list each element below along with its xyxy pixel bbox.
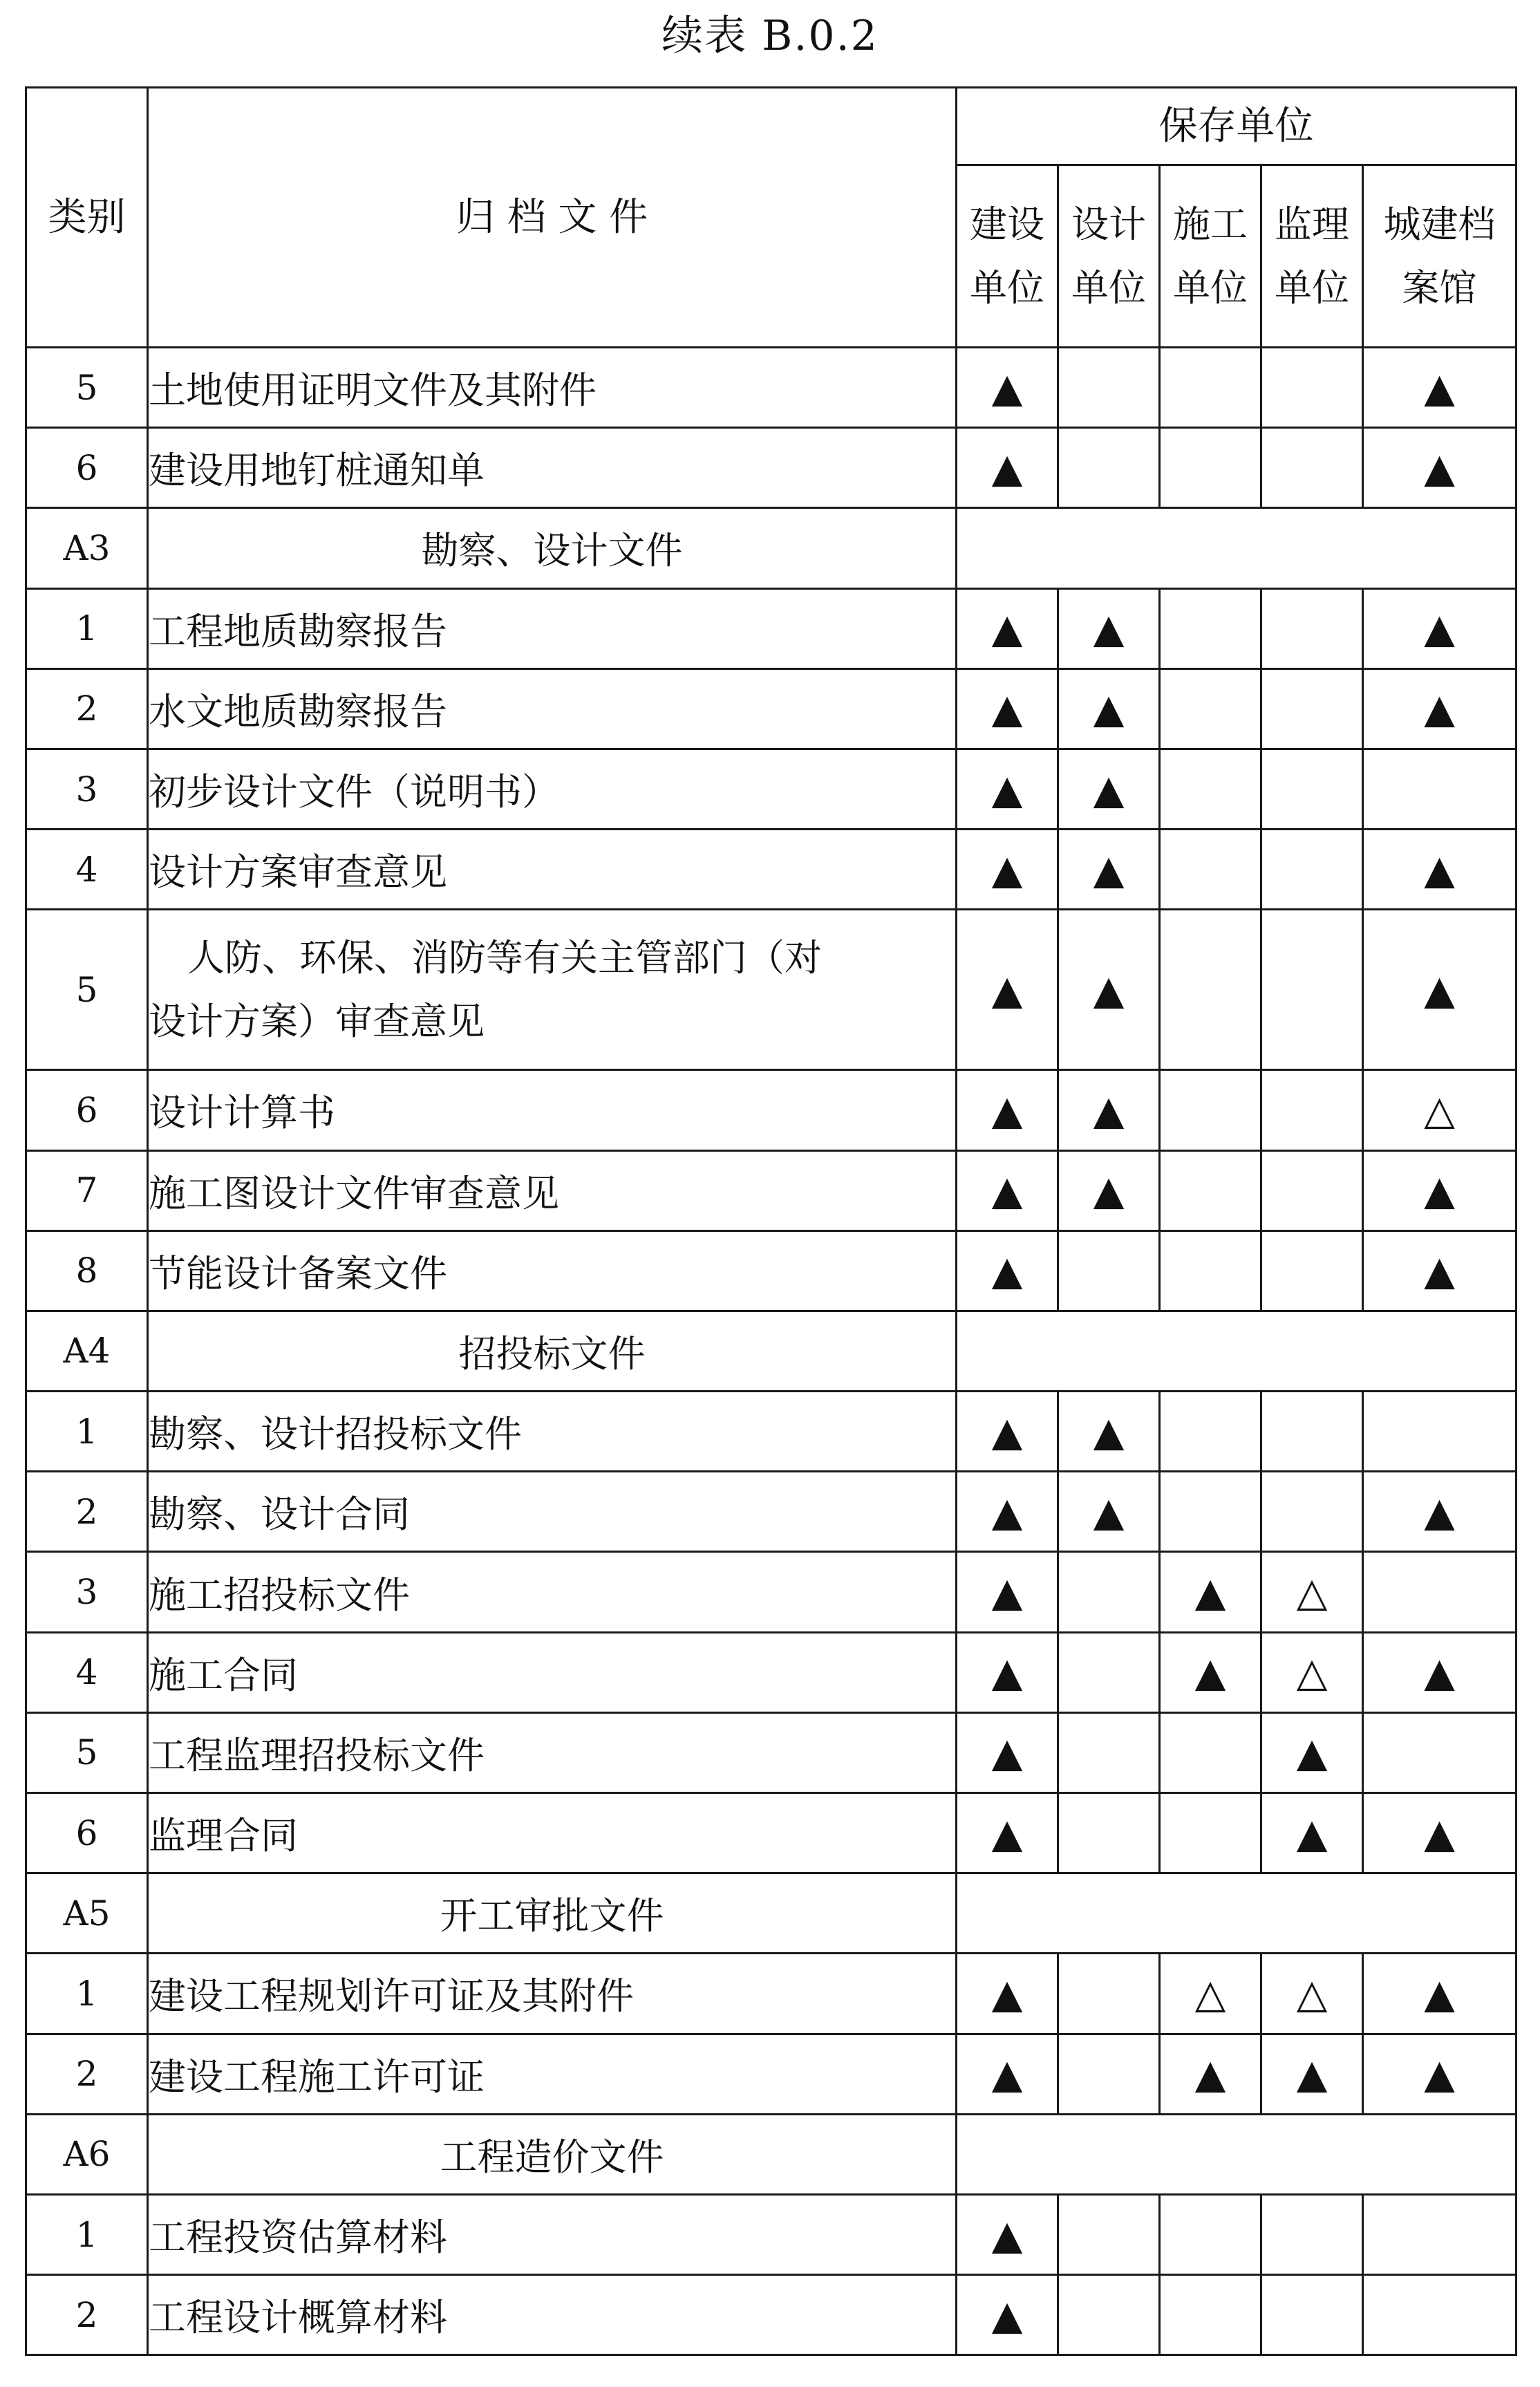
row-number: 2	[26, 2034, 148, 2114]
mark-archives-filled-triangle-icon: ▲	[1363, 348, 1516, 428]
row-number: 5	[26, 348, 148, 428]
section-row	[26, 2114, 1516, 2194]
mark-construction-filled-triangle-icon: ▲	[957, 1230, 1058, 1311]
table-row	[26, 1150, 1516, 1230]
mark-contractor-filled-triangle-icon: ▲	[1160, 2034, 1261, 2114]
row-number: 2	[26, 668, 148, 749]
table-row	[26, 2275, 1516, 2355]
row-number: 3	[26, 749, 148, 829]
table-row	[26, 1632, 1516, 1712]
document-name: 建设工程施工许可证	[148, 2034, 957, 2114]
document-name: 施工合同	[148, 1632, 957, 1712]
mark-archives-empty	[1363, 2275, 1516, 2355]
mark-contractor-empty	[1160, 348, 1261, 428]
mark-archives-filled-triangle-icon: ▲	[1363, 428, 1516, 508]
mark-construction-filled-triangle-icon: ▲	[957, 830, 1058, 910]
table-row	[26, 668, 1516, 749]
table-row	[26, 428, 1516, 508]
section-title: 勘察、设计文件	[148, 508, 957, 588]
unit-line: 城建档	[1383, 202, 1496, 246]
mark-supervisor-empty	[1261, 910, 1363, 1070]
row-number: 5	[26, 910, 148, 1070]
row-number: 7	[26, 1150, 148, 1230]
mark-design-filled-triangle-icon: ▲	[1058, 588, 1160, 668]
document-name: 工程投资估算材料	[148, 2194, 957, 2274]
mark-supervisor-empty	[1261, 830, 1363, 910]
mark-design-filled-triangle-icon: ▲	[1058, 1070, 1160, 1150]
mark-contractor-empty	[1160, 1070, 1261, 1150]
document-name: 建设工程规划许可证及其附件	[148, 1954, 957, 2034]
mark-supervisor-empty	[1261, 1392, 1363, 1472]
mark-supervisor-empty	[1261, 1230, 1363, 1311]
mark-supervisor-filled-triangle-icon: ▲	[1261, 1793, 1363, 1873]
header-document: 归 档 文 件	[148, 88, 957, 348]
document-name	[148, 910, 957, 1070]
unit-line: 单位	[1173, 265, 1248, 310]
table-row	[26, 2034, 1516, 2114]
mark-contractor-empty	[1160, 668, 1261, 749]
mark-supervisor-empty	[1261, 749, 1363, 829]
table-title: 续表 B.0.2	[661, 12, 879, 60]
row-number: 8	[26, 1230, 148, 1311]
mark-construction-filled-triangle-icon: ▲	[957, 749, 1058, 829]
mark-contractor-empty	[1160, 588, 1261, 668]
mark-archives-filled-triangle-icon: ▲	[1363, 1150, 1516, 1230]
mark-archives-filled-triangle-icon: ▲	[1363, 830, 1516, 910]
header-category: 类别	[26, 88, 148, 348]
mark-archives-hollow-triangle-icon: △	[1363, 1070, 1516, 1150]
mark-design-filled-triangle-icon: ▲	[1058, 1472, 1160, 1552]
table-row	[26, 1392, 1516, 1472]
mark-design-filled-triangle-icon: ▲	[1058, 749, 1160, 829]
mark-contractor-hollow-triangle-icon: △	[1160, 1954, 1261, 2034]
mark-contractor-empty	[1160, 749, 1261, 829]
header-unit-design	[1058, 165, 1160, 348]
unit-line: 案馆	[1402, 265, 1477, 310]
section-title: 开工审批文件	[148, 1873, 957, 1954]
row-number: 6	[26, 1070, 148, 1150]
mark-design-empty	[1058, 2034, 1160, 2114]
document-name: 工程地质勘察报告	[148, 588, 957, 668]
table-row	[26, 1070, 1516, 1150]
unit-line: 单位	[970, 265, 1044, 310]
mark-contractor-empty	[1160, 1392, 1261, 1472]
section-empty-cell	[957, 1873, 1516, 1954]
unit-line: 设计	[1071, 202, 1146, 246]
mark-supervisor-filled-triangle-icon: ▲	[1261, 1712, 1363, 1792]
row-number: 3	[26, 1552, 148, 1632]
mark-construction-filled-triangle-icon: ▲	[957, 1392, 1058, 1472]
mark-supervisor-empty	[1261, 588, 1363, 668]
mark-contractor-empty	[1160, 830, 1261, 910]
mark-design-empty	[1058, 1954, 1160, 2034]
mark-archives-filled-triangle-icon: ▲	[1363, 910, 1516, 1070]
table-row	[26, 588, 1516, 668]
mark-contractor-filled-triangle-icon: ▲	[1160, 1552, 1261, 1632]
mark-design-filled-triangle-icon: ▲	[1058, 668, 1160, 749]
mark-contractor-empty	[1160, 1472, 1261, 1552]
mark-construction-filled-triangle-icon: ▲	[957, 1793, 1058, 1873]
mark-construction-filled-triangle-icon: ▲	[957, 2034, 1058, 2114]
table-row	[26, 1793, 1516, 1873]
mark-construction-filled-triangle-icon: ▲	[957, 668, 1058, 749]
document-name: 勘察、设计招投标文件	[148, 1392, 957, 1472]
mark-contractor-empty	[1160, 428, 1261, 508]
mark-design-empty	[1058, 1793, 1160, 1873]
section-empty-cell	[957, 1311, 1516, 1391]
mark-construction-filled-triangle-icon: ▲	[957, 2194, 1058, 2274]
section-row	[26, 1311, 1516, 1391]
mark-construction-filled-triangle-icon: ▲	[957, 1472, 1058, 1552]
mark-contractor-empty	[1160, 1230, 1261, 1311]
row-number: 2	[26, 1472, 148, 1552]
mark-archives-filled-triangle-icon: ▲	[1363, 2034, 1516, 2114]
document-name: 勘察、设计合同	[148, 1472, 957, 1552]
mark-archives-filled-triangle-icon: ▲	[1363, 588, 1516, 668]
document-name: 土地使用证明文件及其附件	[148, 348, 957, 428]
section-title: 工程造价文件	[148, 2114, 957, 2194]
mark-design-empty	[1058, 2275, 1160, 2355]
mark-supervisor-filled-triangle-icon: ▲	[1261, 2034, 1363, 2114]
mark-design-empty	[1058, 428, 1160, 508]
mark-supervisor-empty	[1261, 348, 1363, 428]
mark-contractor-empty	[1160, 2194, 1261, 2274]
mark-supervisor-hollow-triangle-icon: △	[1261, 1954, 1363, 2034]
mark-supervisor-hollow-triangle-icon: △	[1261, 1632, 1363, 1712]
mark-archives-empty	[1363, 1712, 1516, 1792]
unit-line: 建设	[970, 202, 1044, 246]
table-row	[26, 1552, 1516, 1632]
document-name: 节能设计备案文件	[148, 1230, 957, 1311]
mark-supervisor-empty	[1261, 428, 1363, 508]
document-name: 初步设计文件（说明书）	[148, 749, 957, 829]
mark-design-filled-triangle-icon: ▲	[1058, 1150, 1160, 1230]
mark-supervisor-empty	[1261, 2275, 1363, 2355]
section-code: A4	[26, 1311, 148, 1391]
unit-line: 单位	[1275, 265, 1349, 310]
row-number: 4	[26, 1632, 148, 1712]
document-name: 建设用地钉桩通知单	[148, 428, 957, 508]
table-row	[26, 1954, 1516, 2034]
mark-archives-filled-triangle-icon: ▲	[1363, 1793, 1516, 1873]
mark-construction-filled-triangle-icon: ▲	[957, 1712, 1058, 1792]
mark-contractor-empty	[1160, 2275, 1261, 2355]
section-code: A5	[26, 1873, 148, 1954]
document-name: 施工招投标文件	[148, 1552, 957, 1632]
header-storage-group: 保存单位	[957, 88, 1516, 165]
mark-supervisor-empty	[1261, 668, 1363, 749]
header-row-top	[26, 88, 1516, 165]
section-row	[26, 1873, 1516, 1954]
section-empty-cell	[957, 508, 1516, 588]
row-number: 6	[26, 428, 148, 508]
document-name: 监理合同	[148, 1793, 957, 1873]
mark-archives-empty	[1363, 1552, 1516, 1632]
section-row	[26, 508, 1516, 588]
document-name: 水文地质勘察报告	[148, 668, 957, 749]
mark-construction-filled-triangle-icon: ▲	[957, 1150, 1058, 1230]
mark-design-empty	[1058, 1552, 1160, 1632]
table-row	[26, 348, 1516, 428]
section-empty-cell	[957, 2114, 1516, 2194]
document-name: 设计方案审查意见	[148, 830, 957, 910]
row-number: 6	[26, 1793, 148, 1873]
mark-construction-filled-triangle-icon: ▲	[957, 1632, 1058, 1712]
section-title: 招投标文件	[148, 1311, 957, 1391]
row-number: 2	[26, 2275, 148, 2355]
mark-design-empty	[1058, 1230, 1160, 1311]
mark-supervisor-empty	[1261, 1070, 1363, 1150]
mark-supervisor-empty	[1261, 2194, 1363, 2274]
mark-design-empty	[1058, 2194, 1160, 2274]
section-code: A6	[26, 2114, 148, 2194]
mark-archives-filled-triangle-icon: ▲	[1363, 1230, 1516, 1311]
table-row	[26, 1472, 1516, 1552]
document-name: 施工图设计文件审查意见	[148, 1150, 957, 1230]
mark-contractor-filled-triangle-icon: ▲	[1160, 1632, 1261, 1712]
table-row	[26, 1230, 1516, 1311]
mark-archives-filled-triangle-icon: ▲	[1363, 1472, 1516, 1552]
mark-construction-filled-triangle-icon: ▲	[957, 910, 1058, 1070]
mark-design-filled-triangle-icon: ▲	[1058, 910, 1160, 1070]
header-unit-contractor	[1160, 165, 1261, 348]
mark-supervisor-empty	[1261, 1472, 1363, 1552]
mark-archives-empty	[1363, 2194, 1516, 2274]
row-number: 5	[26, 1712, 148, 1792]
mark-design-empty	[1058, 1712, 1160, 1792]
table-row	[26, 2194, 1516, 2274]
mark-supervisor-hollow-triangle-icon: △	[1261, 1552, 1363, 1632]
mark-design-filled-triangle-icon: ▲	[1058, 830, 1160, 910]
mark-archives-empty	[1363, 749, 1516, 829]
row-number: 1	[26, 1954, 148, 2034]
row-number: 4	[26, 830, 148, 910]
unit-line: 施工	[1173, 202, 1248, 246]
table-row	[26, 830, 1516, 910]
section-code: A3	[26, 508, 148, 588]
row-number: 1	[26, 2194, 148, 2274]
mark-construction-filled-triangle-icon: ▲	[957, 588, 1058, 668]
mark-construction-filled-triangle-icon: ▲	[957, 2275, 1058, 2355]
mark-supervisor-empty	[1261, 1150, 1363, 1230]
mark-contractor-empty	[1160, 910, 1261, 1070]
mark-contractor-empty	[1160, 1150, 1261, 1230]
mark-contractor-empty	[1160, 1712, 1261, 1792]
mark-contractor-empty	[1160, 1793, 1261, 1873]
mark-design-filled-triangle-icon: ▲	[1058, 1392, 1160, 1472]
row-number: 1	[26, 588, 148, 668]
mark-archives-filled-triangle-icon: ▲	[1363, 1632, 1516, 1712]
mark-archives-empty	[1363, 1392, 1516, 1472]
mark-construction-filled-triangle-icon: ▲	[957, 428, 1058, 508]
mark-construction-filled-triangle-icon: ▲	[957, 348, 1058, 428]
unit-line: 单位	[1071, 265, 1146, 310]
mark-archives-filled-triangle-icon: ▲	[1363, 668, 1516, 749]
mark-construction-filled-triangle-icon: ▲	[957, 1954, 1058, 2034]
unit-line: 监理	[1275, 202, 1349, 246]
document-name: 工程设计概算材料	[148, 2275, 957, 2355]
mark-construction-filled-triangle-icon: ▲	[957, 1552, 1058, 1632]
table-row	[26, 749, 1516, 829]
mark-archives-filled-triangle-icon: ▲	[1363, 1954, 1516, 2034]
mark-design-empty	[1058, 1632, 1160, 1712]
row-number: 1	[26, 1392, 148, 1472]
table-row	[26, 910, 1516, 1070]
table-row	[26, 1712, 1516, 1792]
mark-design-empty	[1058, 348, 1160, 428]
table-body	[26, 348, 1516, 2355]
document-name: 设计计算书	[148, 1070, 957, 1150]
mark-construction-filled-triangle-icon: ▲	[957, 1070, 1058, 1150]
header-unit-archives	[1363, 165, 1516, 348]
header-unit-supervisor	[1261, 165, 1363, 348]
document-name-line: 人防、环保、消防等有关主管部门（对	[187, 935, 822, 980]
document-name-line: 设计方案）审查意见	[149, 999, 485, 1043]
archive-table	[25, 86, 1517, 2356]
document-name: 工程监理招投标文件	[148, 1712, 957, 1792]
header-unit-construction	[957, 165, 1058, 348]
